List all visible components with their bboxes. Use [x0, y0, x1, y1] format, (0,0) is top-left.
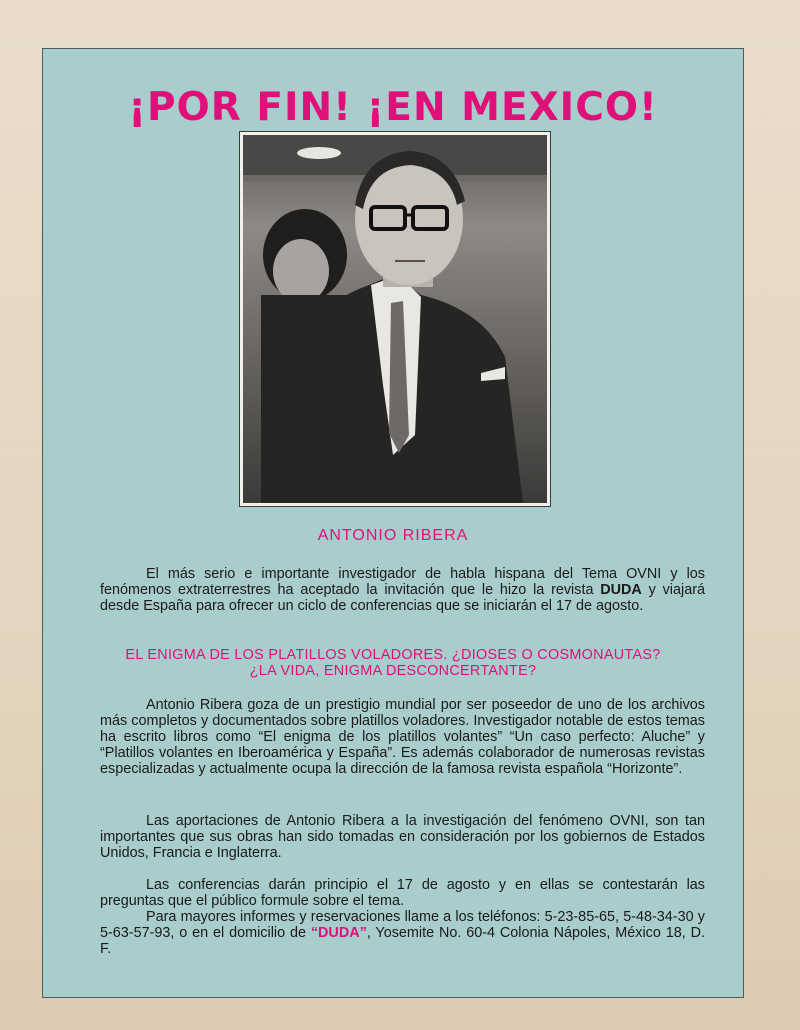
portrait-photo — [239, 131, 551, 507]
lecture-titles — [43, 647, 743, 679]
headline: ¡POR FIN! ¡EN MEXICO! — [128, 85, 658, 130]
intro-paragraph — [100, 566, 705, 614]
intro-text-part1: El más serio e importante investigador de habla hispana del Tema OVNI y los fenómenos extraterrestres ha aceptado la invitación que le hizo la revista — [100, 566, 705, 598]
contributions-text: Las aportaciones de Antonio Ribera a la investigación del fenómeno OVNI, son tan importantes que sus obras han sido tomadas en consideración por los gobiernos de Estados Unidos, Francia e Inglaterra. — [100, 813, 705, 861]
prestige-paragraph — [100, 697, 705, 777]
portrait-illustration — [243, 135, 547, 503]
lecture-title-line-1: EL ENIGMA DE LOS PLATILLOS VOLADORES. ¿DIOSES O COSMONAUTAS? — [125, 647, 661, 663]
duda-brand-contact: “DUDA” — [310, 925, 367, 941]
conferences-paragraph — [100, 877, 705, 909]
intro-text-part2: y viajará desde España para ofrecer un ciclo de conferencias que se iniciarán el 17 de agosto. — [100, 582, 705, 614]
contact-paragraph — [100, 909, 705, 957]
contact-text-part1: Para mayores informes y reservaciones llame a los teléfonos: 5-23-85-65, 5-48-34-30 y 5-63-57-93, o en el domicilio de — [100, 909, 705, 941]
prestige-text: Antonio Ribera goza de un prestigio mundial por ser poseedor de uno de los archivos más completos y documentados sobre platillos voladores. Investigador notable de estos temas ha escrito libros como “El enigma de los platillos volantes” “Un caso perfecto: Aluche” y “Platillos volantes en Iberoamérica y España”. Es además colaborador de numerosas revistas especializadas y actualmente ocupa la dirección de la famosa revista española “Horizonte”. — [100, 697, 705, 777]
contributions-paragraph — [100, 813, 705, 861]
photo-caption: ANTONIO RIBERA — [317, 527, 469, 544]
announcement-panel — [42, 48, 744, 998]
duda-brand: DUDA — [600, 582, 642, 598]
lecture-title-line-2: ¿LA VIDA, ENIGMA DESCONCERTANTE? — [249, 663, 537, 679]
contact-text-part2: , Yosemite No. 60-4 Colonia Nápoles, México 18, D. F. — [100, 925, 705, 957]
conferences-text: Las conferencias darán principio el 17 de agosto y en ellas se contestarán las preguntas que el público formule sobre el tema. — [100, 877, 705, 909]
